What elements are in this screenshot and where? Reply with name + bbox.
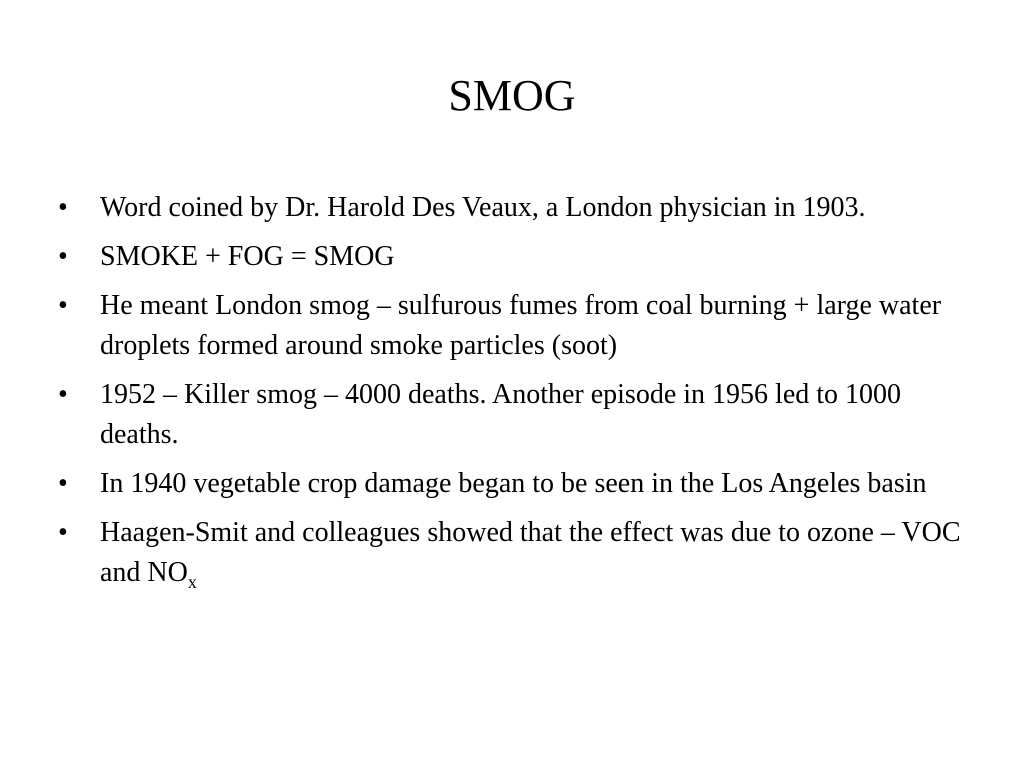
bullet-icon: • xyxy=(58,192,68,223)
bullet-list xyxy=(58,188,978,602)
bullet-icon: • xyxy=(58,241,68,272)
bullet-text: SMOKE + FOG = SMOG xyxy=(100,241,395,272)
bullet-item xyxy=(58,513,978,593)
bullet-text: Word coined by Dr. Harold Des Veaux, a London physician in 1903. xyxy=(100,192,866,223)
bullet-item xyxy=(58,375,978,455)
bullet-item xyxy=(58,188,978,228)
bullet-text: 1952 – Killer smog – 4000 deaths. Another episode in 1956 led to 1000 deaths. xyxy=(100,379,902,450)
bullet-text: In 1940 vegetable crop damage began to be seen in the Los Angeles basin xyxy=(100,468,927,499)
bullet-item xyxy=(58,286,978,366)
bullet-icon: • xyxy=(58,290,68,321)
bullet-icon: • xyxy=(58,379,68,410)
bullet-text: He meant London smog – sulfurous fumes from coal burning + large water droplets formed around smoke particles (soot) xyxy=(100,290,942,361)
bullet-icon: • xyxy=(58,517,68,548)
bullet-text: Haagen-Smit and colleagues showed that the effect was due to ozone – VOC and NO xyxy=(100,517,961,588)
slide-title: SMOG xyxy=(448,71,576,120)
bullet-item xyxy=(58,237,978,277)
nox-subscript: x xyxy=(187,572,197,592)
bullet-item xyxy=(58,464,978,504)
bullet-icon: • xyxy=(58,468,68,499)
